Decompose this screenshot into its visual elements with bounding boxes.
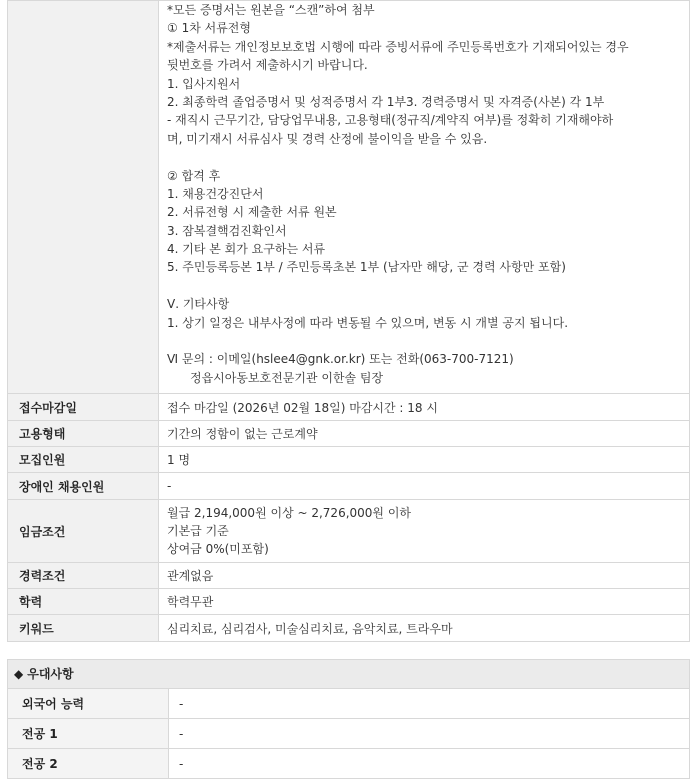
field-value: 기간의 정함이 없는 근로계약 <box>159 421 690 447</box>
field-label: 학력 <box>8 589 159 615</box>
salary-line: 기본급 기준 <box>167 524 229 538</box>
preferences-section <box>7 659 690 779</box>
detail-line: Ⅴ. 기타사항 <box>167 297 230 312</box>
preference-value: - <box>169 689 690 719</box>
field-label: 장애인 채용인원 <box>8 473 159 500</box>
preference-label: 외국어 능력 <box>8 689 169 719</box>
field-label: 접수마감일 <box>8 394 159 421</box>
blank-line <box>167 277 681 295</box>
field-row <box>8 563 690 589</box>
field-row <box>8 447 690 473</box>
field-value: 심리치료, 심리검사, 미술심리치료, 음악치료, 트라우마 <box>159 615 690 642</box>
detail-label-cell <box>8 1 159 394</box>
detail-line: 뒷번호를 가려서 제출하시기 바랍니다. <box>167 58 368 73</box>
preference-row <box>8 689 689 719</box>
diamond-icon: ◆ <box>14 667 24 681</box>
field-value: 1 명 <box>159 447 690 473</box>
detail-line: ② 합격 후 <box>167 168 221 183</box>
preference-label: 전공 1 <box>8 719 169 749</box>
preference-row <box>8 719 689 749</box>
detail-line: *모든 증명서는 원본을 “스캔”하여 첨부 <box>167 3 375 17</box>
preference-label: 전공 2 <box>8 749 169 779</box>
field-label: 고용형태 <box>8 421 159 447</box>
detail-line: 2. 최종학력 졸업증명서 및 성적증명서 각 1부3. 경력증명서 및 자격증(사본) 각 1부 <box>167 94 605 109</box>
field-value: 접수 마감일 (2026년 02월 18일) 마감시간 : 18 시 <box>159 394 690 421</box>
preference-value: - <box>169 719 690 749</box>
detail-line: 3. 잠복결핵검진확인서 <box>167 223 287 238</box>
detail-line: 5. 주민등록등본 1부 / 주민등록초본 1부 (남자만 해당, 군 경력 사항만 포함) <box>167 260 566 275</box>
detail-line: 며, 미기재시 서류심사 및 경력 산정에 불이익을 받을 수 있음. <box>167 131 488 146</box>
detail-line: 1. 채용건강진단서 <box>167 186 264 201</box>
field-label: 모집인원 <box>8 447 159 473</box>
detail-line: 4. 기타 본 회가 요구하는 서류 <box>167 242 326 257</box>
field-value: - <box>159 473 690 500</box>
salary-row <box>8 500 690 563</box>
salary-line: 상여금 0%(미포함) <box>167 542 269 556</box>
preference-value: - <box>169 749 690 779</box>
field-value: 학력무관 <box>159 589 690 615</box>
detail-line: *제출서류는 개인정보보호법 시행에 따라 증빙서류에 주민등록번호가 기재되어있는 경우 <box>167 39 629 54</box>
preference-row <box>8 749 689 779</box>
detail-line: Ⅵ 문의 : 이메일(hslee4@gnk.or.kr) 또는 전화(063-700-7121) <box>167 352 514 367</box>
blank-line <box>167 148 681 166</box>
detail-row <box>8 1 690 394</box>
field-value: 관계없음 <box>159 563 690 589</box>
preferences-header <box>8 660 689 689</box>
field-row <box>8 589 690 615</box>
field-row <box>8 615 690 642</box>
detail-line: ① 1차 서류전형 <box>167 21 251 36</box>
field-row <box>8 394 690 421</box>
salary-label: 임금조건 <box>8 500 159 563</box>
field-label: 경력조건 <box>8 563 159 589</box>
field-row <box>8 421 690 447</box>
field-row <box>8 473 690 500</box>
detail-line: 2. 서류전형 시 제출한 서류 원본 <box>167 205 337 220</box>
job-info-table <box>7 0 690 642</box>
salary-line: 월급 2,194,000원 이상 ~ 2,726,000원 이하 <box>167 506 412 520</box>
salary-value <box>159 500 690 563</box>
preferences-table <box>8 689 689 779</box>
detail-line: 1. 상기 일정은 내부사정에 따라 변동될 수 있으며, 변동 시 개별 공지 됩니다. <box>167 315 569 330</box>
detail-line: 1. 입사지원서 <box>167 76 241 91</box>
preferences-title: 우대사항 <box>27 667 74 681</box>
detail-line: 정읍시아동보호전문기관 이한솔 팀장 <box>190 370 384 385</box>
detail-line: - 재직시 근무기간, 담당업무내용, 고용형태(정규직/계약직 여부)를 정확히 기재해야하 <box>167 113 614 128</box>
detail-text-cell <box>159 1 690 394</box>
field-label: 키워드 <box>8 615 159 642</box>
blank-line <box>167 332 681 350</box>
